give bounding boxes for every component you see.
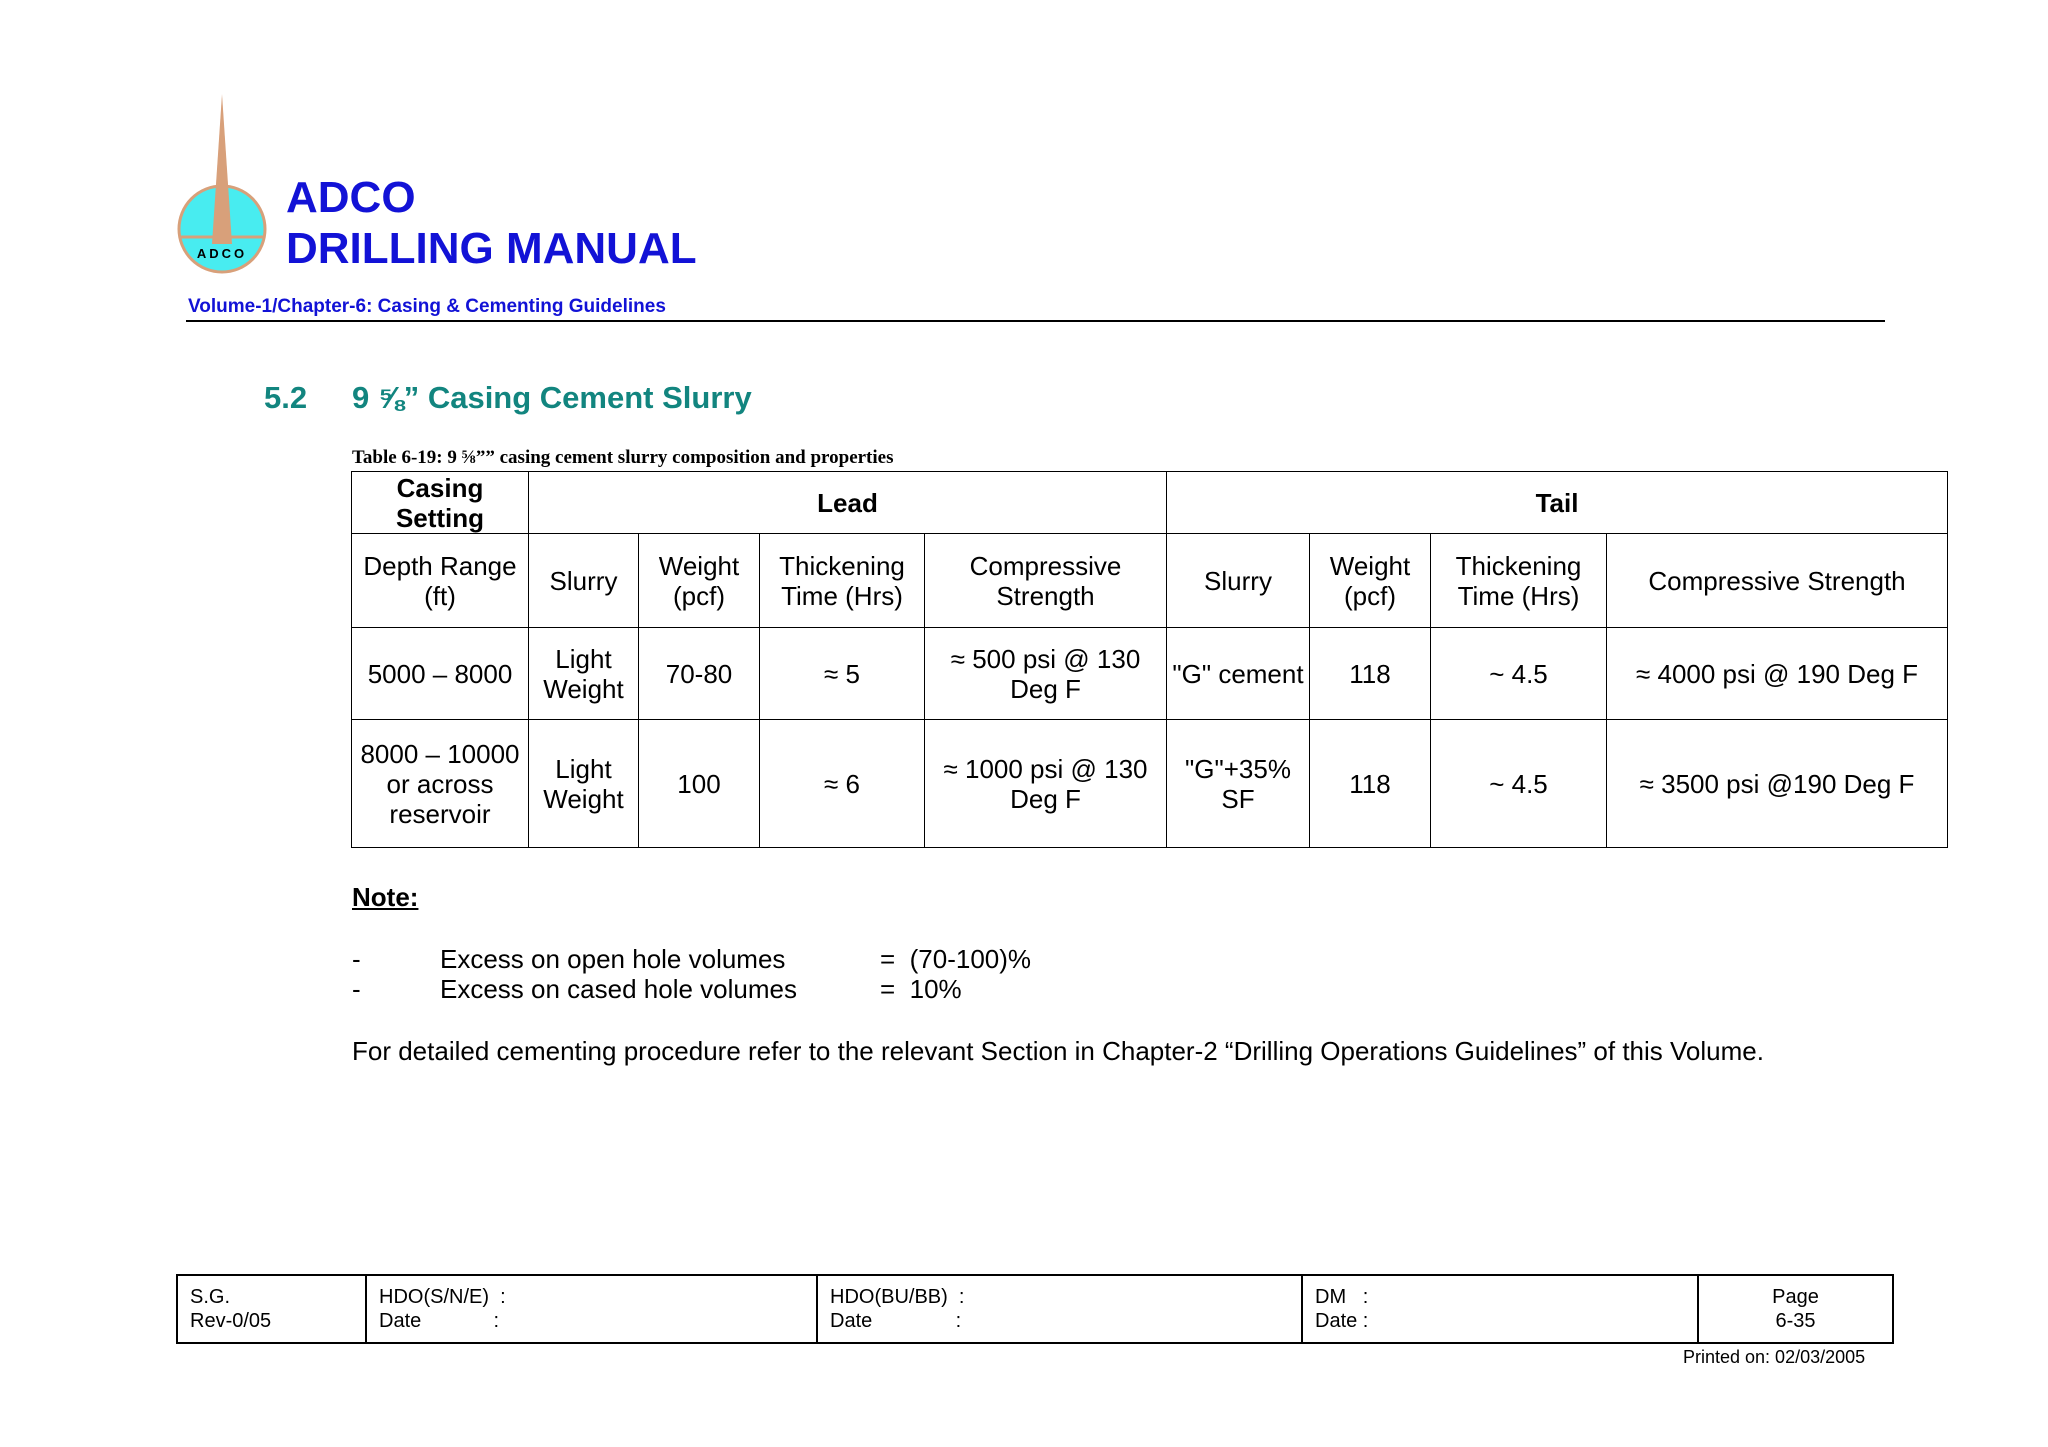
note-title: Note: [352, 882, 419, 912]
header-tail-thickening: Thickening Time (Hrs) [1431, 534, 1607, 628]
header-lead-weight: Weight (pcf) [639, 534, 760, 628]
table-header-row-2 [352, 534, 1948, 628]
cell-lead-slurry: Light Weight [529, 720, 639, 848]
footer-page-cell [1698, 1275, 1893, 1343]
procedure-reference: For detailed cementing procedure refer to the relevant Section in Chapter-2 “Drilling Operations Guidelines” of this Volume. [352, 1036, 1764, 1066]
cell-tail-compressive: ≈ 3500 psi @190 Deg F [1607, 720, 1948, 848]
table-caption: Table 6-19: 9 ⅝”” casing cement slurry composition and properties [352, 447, 894, 468]
footer-hdo-sne-cell [366, 1275, 817, 1343]
note-value: = 10% [880, 974, 962, 1004]
brand-title-line1: ADCO [286, 173, 416, 222]
note-value: = (70-100)% [880, 944, 1032, 974]
note-bullet: - [352, 944, 361, 974]
footer-hdo-sne-date: Date : [379, 1310, 500, 1332]
document-subtitle: Volume-1/Chapter-6: Casing & Cementing Guidelines [188, 296, 666, 317]
cell-tail-weight: 118 [1310, 628, 1431, 720]
table-row [352, 628, 1948, 720]
header-tail-weight: Weight (pcf) [1310, 534, 1431, 628]
footer-rev: Rev-0/05 [190, 1310, 272, 1332]
header-tail: Tail [1167, 472, 1948, 534]
cell-lead-compressive: ≈ 1000 psi @ 130 Deg F [925, 720, 1167, 848]
footer-sg-cell [177, 1275, 366, 1343]
cell-lead-weight: 100 [639, 720, 760, 848]
header-tail-slurry: Slurry [1167, 534, 1310, 628]
section-title: 9 ⅝” Casing Cement Slurry [352, 380, 752, 415]
cell-lead-weight: 70-80 [639, 628, 760, 720]
table-row [352, 720, 1948, 848]
header-lead-thickening: Thickening Time (Hrs) [760, 534, 925, 628]
svg-text:ADCO: ADCO [196, 246, 248, 261]
footer-hdo-bubb: HDO(BU/BB) : [830, 1286, 965, 1308]
footer-dm-date: Date : [1315, 1310, 1369, 1332]
footer-hdo-bubb-cell [817, 1275, 1302, 1343]
header-lead-compressive: Compressive Strength [925, 534, 1167, 628]
note-label: Excess on open hole volumes [440, 944, 786, 974]
header-depth-range: Depth Range (ft) [352, 534, 529, 628]
cell-lead-compressive: ≈ 500 psi @ 130 Deg F [925, 628, 1167, 720]
note-bullet: - [352, 974, 361, 1004]
footer-sg: S.G. [190, 1286, 231, 1308]
table-header-row-1 [352, 472, 1948, 534]
cell-tail-slurry: "G" cement [1167, 628, 1310, 720]
footer-hdo-bubb-date: Date : [830, 1310, 962, 1332]
cell-tail-weight: 118 [1310, 720, 1431, 848]
footer-dm-cell [1302, 1275, 1698, 1343]
header-lead: Lead [529, 472, 1167, 534]
header-divider [186, 320, 1885, 322]
adco-logo [172, 94, 272, 274]
cell-tail-thickening: ~ 4.5 [1431, 720, 1607, 848]
cell-lead-slurry: Light Weight [529, 628, 639, 720]
brand-title-line2: DRILLING MANUAL [286, 224, 697, 273]
printed-date: Printed on: 02/03/2005 [1683, 1347, 1866, 1367]
header-lead-slurry: Slurry [529, 534, 639, 628]
footer-signoff-table [176, 1274, 1894, 1344]
cell-tail-slurry: "G"+35% SF [1167, 720, 1310, 848]
section-number: 5.2 [264, 380, 308, 415]
footer-hdo-sne: HDO(S/N/E) : [379, 1286, 506, 1308]
header-tail-compressive: Compressive Strength [1607, 534, 1948, 628]
note-label: Excess on cased hole volumes [440, 974, 797, 1004]
footer-dm: DM : [1315, 1286, 1369, 1308]
header-casing-setting: Casing Setting [352, 472, 529, 534]
cell-tail-thickening: ~ 4.5 [1431, 628, 1607, 720]
footer-page-number: 6-35 [1775, 1310, 1816, 1332]
cell-tail-compressive: ≈ 4000 psi @ 190 Deg F [1607, 628, 1948, 720]
slurry-table [351, 471, 1948, 848]
cell-depth: 5000 – 8000 [352, 628, 529, 720]
cell-lead-thickening: ≈ 6 [760, 720, 925, 848]
footer-page-label: Page [1772, 1286, 1819, 1308]
cell-depth: 8000 – 10000 or across reservoir [352, 720, 529, 848]
cell-lead-thickening: ≈ 5 [760, 628, 925, 720]
